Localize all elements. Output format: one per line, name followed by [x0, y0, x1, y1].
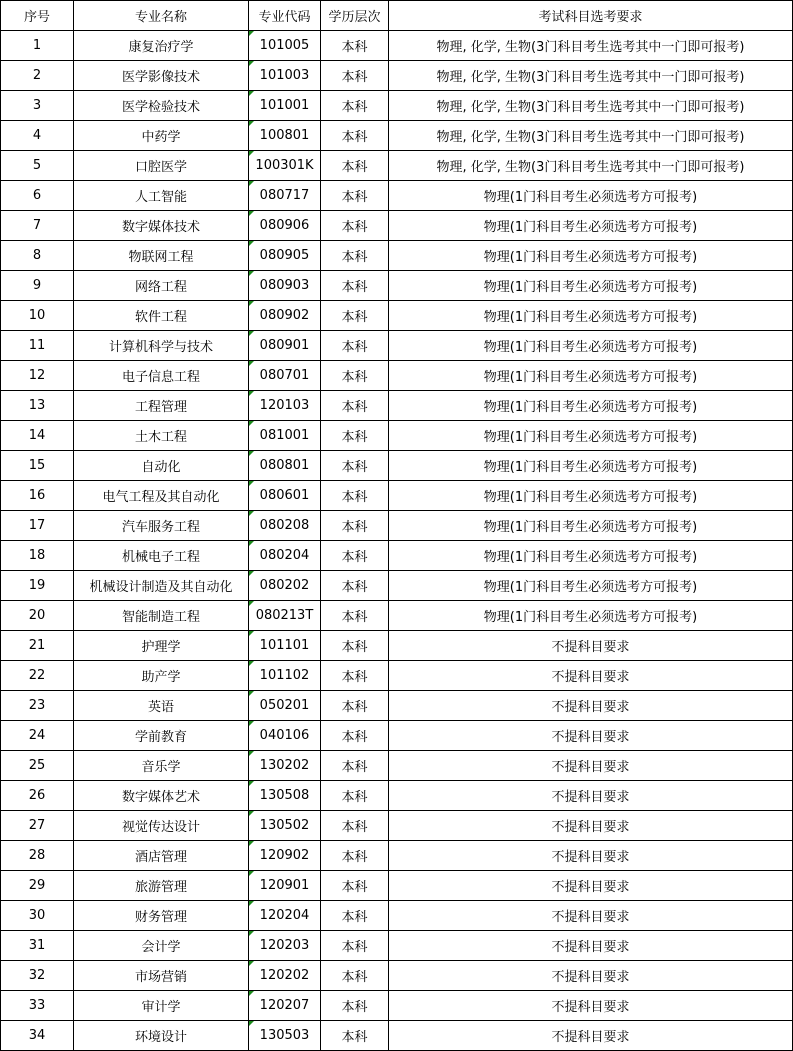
- cell-major-code: 130503: [249, 1021, 321, 1051]
- cell-major-name: 视觉传达设计: [74, 811, 249, 841]
- cell-index: 2: [1, 61, 74, 91]
- cell-index: 21: [1, 631, 74, 661]
- cell-major-code: 081001: [249, 421, 321, 451]
- cell-subject-requirement: 物理, 化学, 生物(3门科目考生选考其中一门即可报考): [389, 91, 793, 121]
- cell-major-code: 100301K: [249, 151, 321, 181]
- cell-index: 18: [1, 541, 74, 571]
- cell-degree-level: 本科: [321, 361, 389, 391]
- cell-major-name: 汽车服务工程: [74, 511, 249, 541]
- table-row: [1, 871, 793, 901]
- table-row: [1, 571, 793, 601]
- table-row: [1, 691, 793, 721]
- cell-major-name: 电气工程及其自动化: [74, 481, 249, 511]
- cell-index: 1: [1, 31, 74, 61]
- table-body: [1, 31, 793, 1051]
- cell-degree-level: 本科: [321, 1021, 389, 1051]
- cell-index: 23: [1, 691, 74, 721]
- cell-subject-requirement: 不提科目要求: [389, 811, 793, 841]
- cell-major-code: 120202: [249, 961, 321, 991]
- cell-major-code: 120207: [249, 991, 321, 1021]
- table-row: [1, 31, 793, 61]
- cell-degree-level: 本科: [321, 721, 389, 751]
- cell-subject-requirement: 物理(1门科目考生必须选考方可报考): [389, 541, 793, 571]
- cell-major-name: 网络工程: [74, 271, 249, 301]
- cell-index: 27: [1, 811, 74, 841]
- cell-subject-requirement: 不提科目要求: [389, 871, 793, 901]
- cell-subject-requirement: 物理, 化学, 生物(3门科目考生选考其中一门即可报考): [389, 151, 793, 181]
- cell-degree-level: 本科: [321, 931, 389, 961]
- cell-major-name: 数字媒体艺术: [74, 781, 249, 811]
- cell-major-code: 080903: [249, 271, 321, 301]
- cell-major-code: 080801: [249, 451, 321, 481]
- cell-major-name: 计算机科学与技术: [74, 331, 249, 361]
- cell-degree-level: 本科: [321, 91, 389, 121]
- cell-index: 7: [1, 211, 74, 241]
- cell-subject-requirement: 不提科目要求: [389, 751, 793, 781]
- cell-index: 20: [1, 601, 74, 631]
- cell-subject-requirement: 不提科目要求: [389, 1021, 793, 1051]
- cell-degree-level: 本科: [321, 661, 389, 691]
- cell-degree-level: 本科: [321, 541, 389, 571]
- cell-major-name: 康复治疗学: [74, 31, 249, 61]
- cell-index: 17: [1, 511, 74, 541]
- table-row: [1, 241, 793, 271]
- cell-degree-level: 本科: [321, 991, 389, 1021]
- cell-major-name: 音乐学: [74, 751, 249, 781]
- cell-major-name: 酒店管理: [74, 841, 249, 871]
- cell-degree-level: 本科: [321, 751, 389, 781]
- cell-major-code: 120203: [249, 931, 321, 961]
- cell-subject-requirement: 不提科目要求: [389, 631, 793, 661]
- cell-major-code: 040106: [249, 721, 321, 751]
- cell-degree-level: 本科: [321, 901, 389, 931]
- cell-degree-level: 本科: [321, 451, 389, 481]
- cell-subject-requirement: 物理(1门科目考生必须选考方可报考): [389, 271, 793, 301]
- table-row: [1, 661, 793, 691]
- cell-degree-level: 本科: [321, 691, 389, 721]
- cell-major-code: 080204: [249, 541, 321, 571]
- cell-major-code: 101001: [249, 91, 321, 121]
- cell-major-name: 机械电子工程: [74, 541, 249, 571]
- table-row: [1, 781, 793, 811]
- cell-major-name: 英语: [74, 691, 249, 721]
- cell-major-code: 130508: [249, 781, 321, 811]
- cell-subject-requirement: 物理(1门科目考生必须选考方可报考): [389, 391, 793, 421]
- table-row: [1, 391, 793, 421]
- cell-degree-level: 本科: [321, 31, 389, 61]
- cell-major-name: 工程管理: [74, 391, 249, 421]
- table-row: [1, 601, 793, 631]
- cell-subject-requirement: 物理(1门科目考生必须选考方可报考): [389, 451, 793, 481]
- cell-major-code: 080701: [249, 361, 321, 391]
- cell-major-name: 医学检验技术: [74, 91, 249, 121]
- cell-subject-requirement: 物理(1门科目考生必须选考方可报考): [389, 241, 793, 271]
- cell-major-code: 120902: [249, 841, 321, 871]
- cell-major-name: 旅游管理: [74, 871, 249, 901]
- cell-degree-level: 本科: [321, 391, 389, 421]
- cell-major-code: 080905: [249, 241, 321, 271]
- cell-subject-requirement: 物理, 化学, 生物(3门科目考生选考其中一门即可报考): [389, 121, 793, 151]
- cell-subject-requirement: 不提科目要求: [389, 781, 793, 811]
- table-row: [1, 721, 793, 751]
- cell-subject-requirement: 物理(1门科目考生必须选考方可报考): [389, 511, 793, 541]
- cell-degree-level: 本科: [321, 151, 389, 181]
- header-row: [1, 1, 793, 31]
- cell-index: 16: [1, 481, 74, 511]
- cell-index: 15: [1, 451, 74, 481]
- cell-degree-level: 本科: [321, 241, 389, 271]
- cell-major-code: 080906: [249, 211, 321, 241]
- cell-subject-requirement: 不提科目要求: [389, 961, 793, 991]
- cell-subject-requirement: 不提科目要求: [389, 661, 793, 691]
- cell-major-name: 智能制造工程: [74, 601, 249, 631]
- cell-index: 6: [1, 181, 74, 211]
- cell-major-name: 口腔医学: [74, 151, 249, 181]
- cell-major-name: 市场营销: [74, 961, 249, 991]
- cell-major-name: 医学影像技术: [74, 61, 249, 91]
- cell-major-name: 护理学: [74, 631, 249, 661]
- cell-index: 32: [1, 961, 74, 991]
- cell-major-code: 080717: [249, 181, 321, 211]
- table-row: [1, 631, 793, 661]
- table-row: [1, 301, 793, 331]
- cell-subject-requirement: 物理(1门科目考生必须选考方可报考): [389, 571, 793, 601]
- table-row: [1, 211, 793, 241]
- cell-subject-requirement: 物理(1门科目考生必须选考方可报考): [389, 181, 793, 211]
- cell-major-name: 人工智能: [74, 181, 249, 211]
- cell-major-code: 080202: [249, 571, 321, 601]
- cell-subject-requirement: 物理, 化学, 生物(3门科目考生选考其中一门即可报考): [389, 61, 793, 91]
- cell-major-code: 120901: [249, 871, 321, 901]
- cell-major-code: 120204: [249, 901, 321, 931]
- cell-degree-level: 本科: [321, 211, 389, 241]
- table-row: [1, 91, 793, 121]
- cell-degree-level: 本科: [321, 841, 389, 871]
- cell-major-name: 数字媒体技术: [74, 211, 249, 241]
- cell-major-code: 101101: [249, 631, 321, 661]
- cell-subject-requirement: 不提科目要求: [389, 901, 793, 931]
- cell-degree-level: 本科: [321, 331, 389, 361]
- table-row: [1, 481, 793, 511]
- cell-major-name: 中药学: [74, 121, 249, 151]
- cell-major-name: 助产学: [74, 661, 249, 691]
- cell-index: 22: [1, 661, 74, 691]
- cell-major-code: 080601: [249, 481, 321, 511]
- table-row: [1, 901, 793, 931]
- cell-major-code: 080901: [249, 331, 321, 361]
- cell-major-name: 电子信息工程: [74, 361, 249, 391]
- cell-degree-level: 本科: [321, 121, 389, 151]
- cell-degree-level: 本科: [321, 781, 389, 811]
- cell-degree-level: 本科: [321, 811, 389, 841]
- cell-index: 34: [1, 1021, 74, 1051]
- cell-major-name: 土木工程: [74, 421, 249, 451]
- header-index: 序号: [1, 1, 74, 31]
- table-row: [1, 421, 793, 451]
- header-major-name: 专业名称: [74, 1, 249, 31]
- cell-index: 14: [1, 421, 74, 451]
- table-row: [1, 511, 793, 541]
- cell-index: 24: [1, 721, 74, 751]
- cell-degree-level: 本科: [321, 271, 389, 301]
- cell-subject-requirement: 不提科目要求: [389, 841, 793, 871]
- table-row: [1, 271, 793, 301]
- cell-degree-level: 本科: [321, 961, 389, 991]
- table-row: [1, 541, 793, 571]
- cell-major-name: 审计学: [74, 991, 249, 1021]
- cell-index: 5: [1, 151, 74, 181]
- cell-degree-level: 本科: [321, 481, 389, 511]
- table-row: [1, 1021, 793, 1051]
- header-degree-level: 学历层次: [321, 1, 389, 31]
- cell-index: 9: [1, 271, 74, 301]
- cell-degree-level: 本科: [321, 871, 389, 901]
- cell-major-code: 130502: [249, 811, 321, 841]
- cell-major-code: 100801: [249, 121, 321, 151]
- cell-subject-requirement: 物理(1门科目考生必须选考方可报考): [389, 601, 793, 631]
- table-row: [1, 181, 793, 211]
- cell-major-name: 会计学: [74, 931, 249, 961]
- cell-major-code: 101003: [249, 61, 321, 91]
- table-row: [1, 751, 793, 781]
- cell-major-code: 101102: [249, 661, 321, 691]
- cell-major-code: 080213T: [249, 601, 321, 631]
- cell-major-name: 学前教育: [74, 721, 249, 751]
- cell-degree-level: 本科: [321, 181, 389, 211]
- cell-major-name: 机械设计制造及其自动化: [74, 571, 249, 601]
- table-row: [1, 811, 793, 841]
- cell-degree-level: 本科: [321, 601, 389, 631]
- table-row: [1, 151, 793, 181]
- table-row: [1, 991, 793, 1021]
- cell-index: 29: [1, 871, 74, 901]
- cell-major-name: 环境设计: [74, 1021, 249, 1051]
- cell-degree-level: 本科: [321, 631, 389, 661]
- table-row: [1, 121, 793, 151]
- table-row: [1, 61, 793, 91]
- cell-subject-requirement: 不提科目要求: [389, 931, 793, 961]
- cell-degree-level: 本科: [321, 421, 389, 451]
- cell-index: 8: [1, 241, 74, 271]
- cell-subject-requirement: 不提科目要求: [389, 991, 793, 1021]
- cell-subject-requirement: 不提科目要求: [389, 721, 793, 751]
- cell-major-code: 101005: [249, 31, 321, 61]
- cell-index: 30: [1, 901, 74, 931]
- cell-major-code: 080902: [249, 301, 321, 331]
- cell-major-name: 软件工程: [74, 301, 249, 331]
- cell-major-code: 130202: [249, 751, 321, 781]
- cell-subject-requirement: 物理(1门科目考生必须选考方可报考): [389, 211, 793, 241]
- cell-major-name: 物联网工程: [74, 241, 249, 271]
- cell-degree-level: 本科: [321, 61, 389, 91]
- cell-index: 11: [1, 331, 74, 361]
- cell-subject-requirement: 物理(1门科目考生必须选考方可报考): [389, 481, 793, 511]
- cell-index: 31: [1, 931, 74, 961]
- cell-major-code: 120103: [249, 391, 321, 421]
- cell-subject-requirement: 物理(1门科目考生必须选考方可报考): [389, 361, 793, 391]
- cell-index: 4: [1, 121, 74, 151]
- header-subject-requirement: 考试科目选考要求: [389, 1, 793, 31]
- cell-index: 19: [1, 571, 74, 601]
- cell-degree-level: 本科: [321, 511, 389, 541]
- cell-index: 33: [1, 991, 74, 1021]
- cell-index: 12: [1, 361, 74, 391]
- header-major-code: 专业代码: [249, 1, 321, 31]
- table-row: [1, 961, 793, 991]
- cell-degree-level: 本科: [321, 301, 389, 331]
- cell-degree-level: 本科: [321, 571, 389, 601]
- cell-subject-requirement: 物理(1门科目考生必须选考方可报考): [389, 331, 793, 361]
- cell-index: 25: [1, 751, 74, 781]
- cell-subject-requirement: 物理(1门科目考生必须选考方可报考): [389, 301, 793, 331]
- table-row: [1, 361, 793, 391]
- cell-index: 3: [1, 91, 74, 121]
- table-row: [1, 451, 793, 481]
- cell-index: 13: [1, 391, 74, 421]
- cell-index: 28: [1, 841, 74, 871]
- cell-index: 26: [1, 781, 74, 811]
- cell-major-name: 自动化: [74, 451, 249, 481]
- cell-subject-requirement: 物理(1门科目考生必须选考方可报考): [389, 421, 793, 451]
- cell-subject-requirement: 物理, 化学, 生物(3门科目考生选考其中一门即可报考): [389, 31, 793, 61]
- table-row: [1, 841, 793, 871]
- cell-major-code: 050201: [249, 691, 321, 721]
- cell-subject-requirement: 不提科目要求: [389, 691, 793, 721]
- cell-major-name: 财务管理: [74, 901, 249, 931]
- table-row: [1, 931, 793, 961]
- cell-index: 10: [1, 301, 74, 331]
- cell-major-code: 080208: [249, 511, 321, 541]
- table-row: [1, 331, 793, 361]
